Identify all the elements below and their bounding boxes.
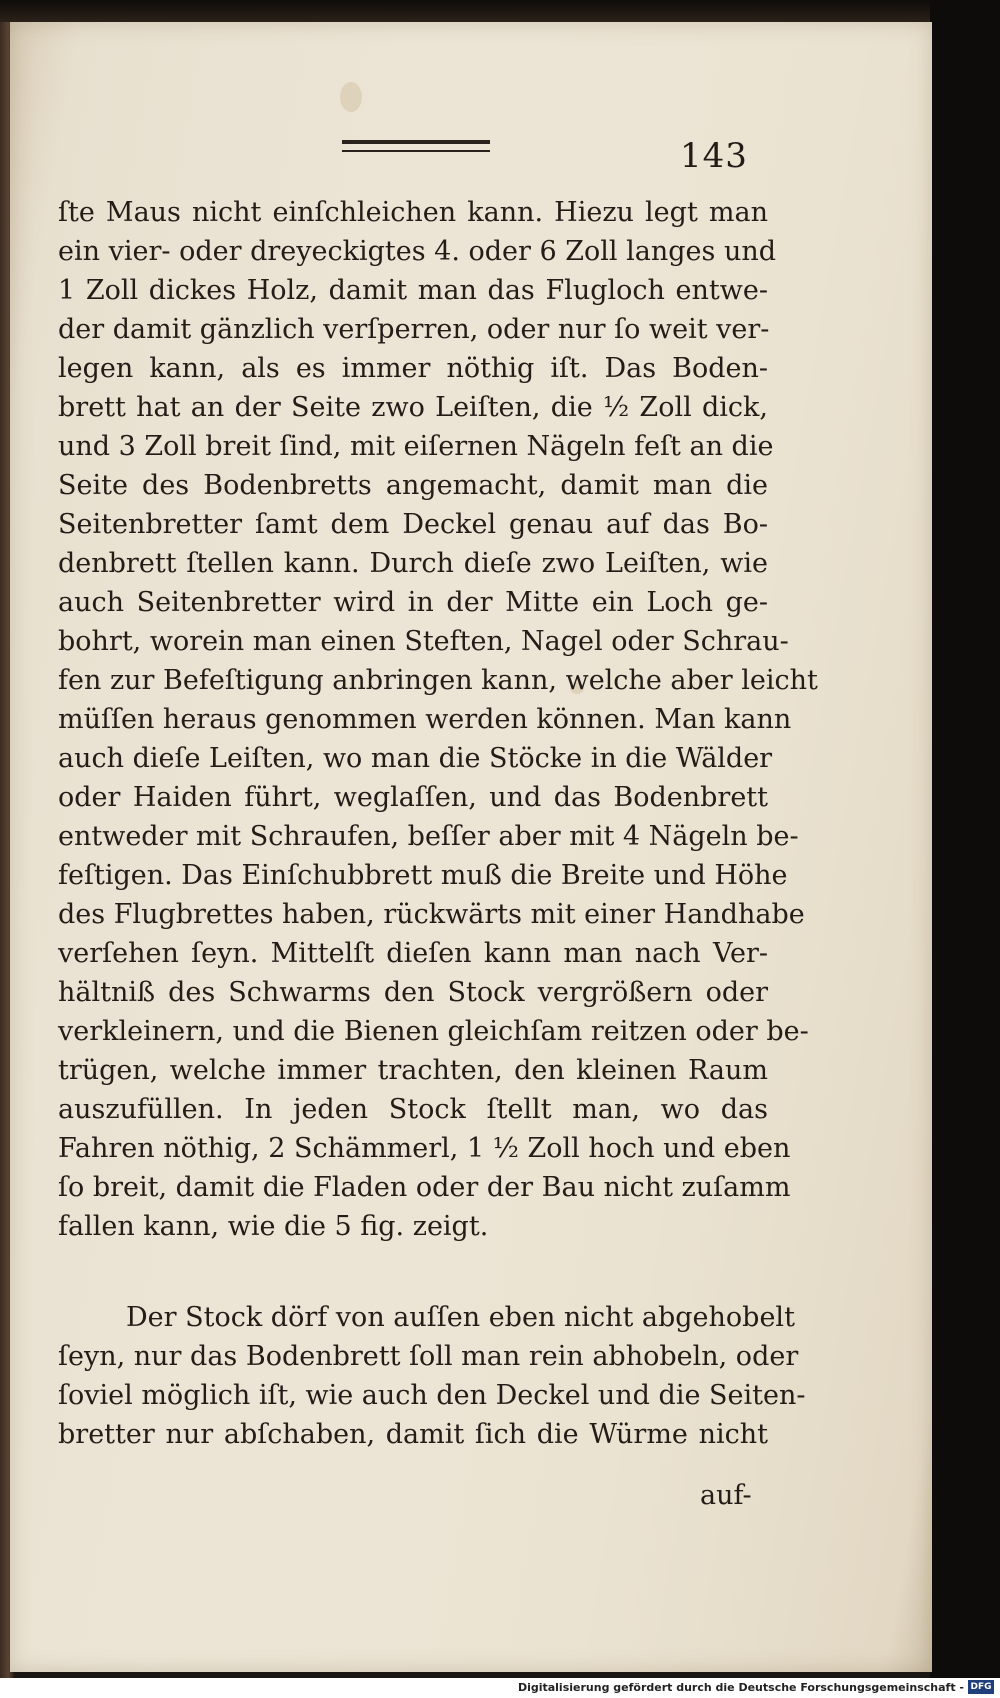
text-line: des Flugbrettes haben, rückwärts mit einer Handhabe <box>58 899 805 930</box>
text-line: legen kann, als es immer nöthig iſt. Das Boden- <box>58 353 768 384</box>
text-line: und 3 Zoll breit ſind, mit eiſernen Nägeln feſt an die <box>58 431 774 462</box>
text-line: auszufüllen. In jeden Stock ſtellt man, wo das <box>58 1094 768 1125</box>
text-line: auch Seitenbretter wird in der Mitte ein Loch ge- <box>58 587 768 618</box>
text-line: 1 Zoll dickes Holz, damit man das Flugloch entwe- <box>58 275 768 306</box>
text-line: oder Haiden führt, weglaſſen, und das Bodenbrett <box>58 782 768 813</box>
text-line: verkleinern, und die Bienen gleichſam reitzen oder be- <box>58 1016 809 1047</box>
text-line: bohrt, worein man einen Steften, Nagel oder Schrau- <box>58 626 789 657</box>
text-line: bretter nur abſchaben, damit ſich die Würme nicht <box>58 1419 768 1450</box>
text-line: Seitenbretter ſamt dem Deckel genau auf das Bo- <box>58 509 768 540</box>
footer-credit[interactable]: Digitalisierung gefördert durch die Deutsche Forschungsgemeinschaft - <box>517 1681 964 1694</box>
text-line: Fahren nöthig, 2 Schämmerl, 1 ½ Zoll hoch und eben <box>58 1133 791 1164</box>
text-line: ein vier- oder dreyeckigtes 4. oder 6 Zoll langes und <box>58 236 777 267</box>
scan-top-edge <box>0 0 1000 22</box>
text-line: entweder mit Schraufen, beſſer aber mit 4 Nägeln be- <box>58 821 799 852</box>
scan-right-edge <box>930 0 1000 1698</box>
text-line: müſſen heraus genommen werden können. Man kann <box>58 704 792 735</box>
text-line: der damit gänzlich verſperren, oder nur ſo weit ver- <box>58 314 770 345</box>
text-line: fen zur Befeſtigung anbringen kann, welche aber leicht <box>58 665 818 696</box>
text-line: verſehen ſeyn. Mittelſt dieſen kann man nach Ver- <box>58 938 768 969</box>
text-line: auch dieſe Leiſten, wo man die Stöcke in die Wälder <box>58 743 773 774</box>
page-number: 143 <box>680 136 748 176</box>
paper-stain <box>340 82 362 112</box>
text-line: brett hat an der Seite zwo Leiſten, die ½ Zoll dick, <box>58 392 768 423</box>
text-line: ſte Maus nicht einſchleichen kann. Hiezu legt man <box>58 197 768 228</box>
text-line: Seite des Bodenbretts angemacht, damit man die <box>58 470 768 501</box>
text-line: denbrett ſtellen kann. Durch dieſe zwo Leiſten, wie <box>58 548 768 579</box>
text-line: trügen, welche immer trachten, den kleinen Raum <box>58 1055 768 1086</box>
text-line: ſoviel möglich iſt, wie auch den Deckel und die Seiten- <box>58 1380 806 1411</box>
catchword: auf- <box>700 1480 752 1511</box>
header-rule <box>342 140 490 152</box>
text-line: feſtigen. Das Einſchubbrett muß die Breite und Höhe <box>58 860 788 891</box>
dfg-logo[interactable]: DFG <box>968 1680 994 1694</box>
text-line: hältniß des Schwarms den Stock vergrößern oder <box>58 977 768 1008</box>
text-line: Der Stock dörf von auſſen eben nicht abgehobelt <box>126 1302 795 1333</box>
text-line: fallen kann, wie die 5 fig. zeigt. <box>58 1211 489 1242</box>
text-line: ſeyn, nur das Bodenbrett ſoll man rein abhobeln, oder <box>58 1341 799 1372</box>
text-line: ſo breit, damit die Fladen oder der Bau nicht zuſamm <box>58 1172 791 1203</box>
